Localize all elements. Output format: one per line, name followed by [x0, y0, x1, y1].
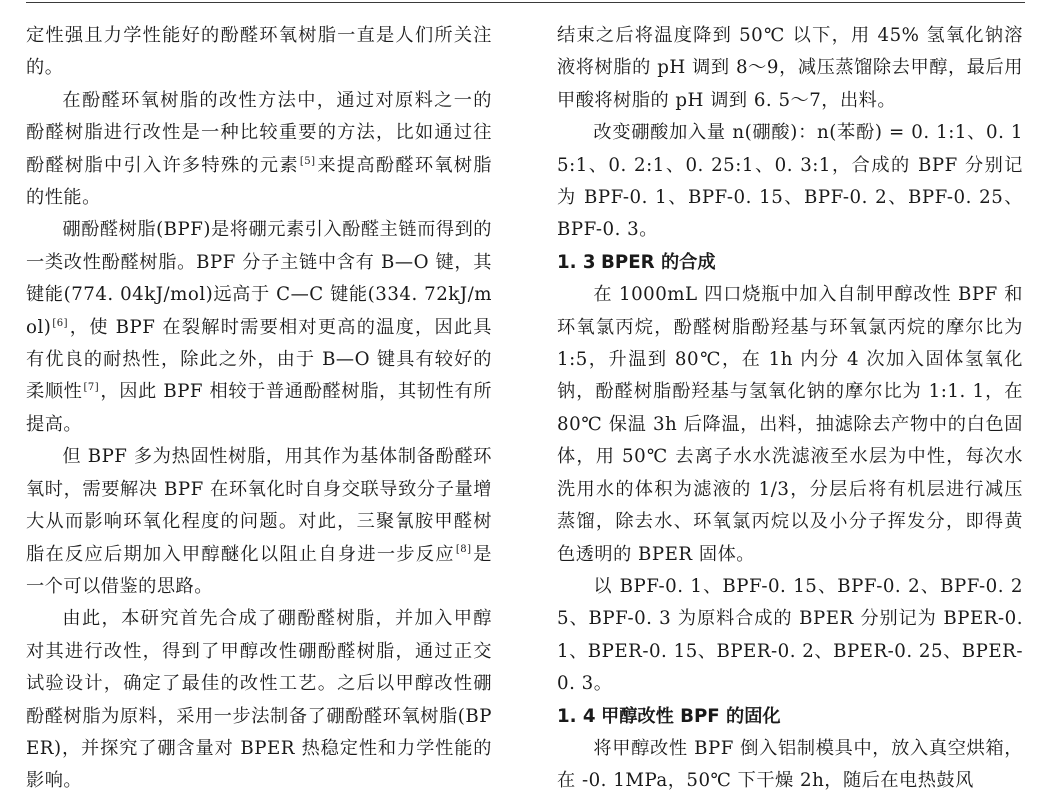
citation-ref: [7] — [83, 382, 100, 394]
section-heading — [557, 247, 1023, 279]
section-title: 甲醇改性 BPF 的固化 — [601, 705, 781, 727]
paragraph: 以 BPF-0. 1、BPF-0. 15、BPF-0. 2、BPF-0. 25、BPF-0. 3 为原料合成的 BPER 分别记为 BPER-0. 1、BPER-0. 15、BPER-0. 2、BPER-0. 25、BPER-0. 3。 — [557, 575, 1023, 695]
text-span: 在酚醛环氧树脂的改性方法中，通过对原料之一的酚醛树脂进行改性是一种比较重要的方法，比如通过往酚醛树脂中引入许多特殊的元素 — [26, 89, 492, 176]
paragraph — [26, 214, 492, 441]
text-span: ，使 BPF 在裂解时需要相对更高的温度，因此具有优良的耐热性，除此之外，由于 B—O 键具有较好的柔顺性 — [26, 316, 492, 403]
section-number: 1. 3 — [557, 251, 596, 273]
paragraph: 在 1000mL 四口烧瓶中加入自制甲醇改性 BPF 和环氧氯丙烷，酚醛树脂酚羟基与环氧氯丙烷的摩尔比为 1:5，升温到 80℃，在 1h 内分 4 次加入固体氢氧化钠，酚醛树脂酚羟基与氢氧化钠的摩尔比为 1:1. 1，在 80℃ 保温 3h 后降温，出料，抽滤除去产物中的白色固体，用 50℃ 去离子水水洗滤液至水层为中性，每次水洗用水的体积为滤液的 1/3，分层后将有机层进行减压蒸馏，除去水、环氧氯丙烷以及小分子挥发分，即得黄色透明的 BPER 固体。 — [557, 284, 1023, 565]
right-column — [557, 20, 1023, 798]
top-rule — [26, 2, 1025, 3]
paragraph — [26, 441, 492, 603]
citation-ref: [8] — [455, 544, 472, 556]
citation-ref: [6] — [52, 317, 69, 329]
paragraph: 将甲醇改性 BPF 倒入铝制模具中，放入真空烘箱，在 -0. 1MPa，50℃ 下干燥 2h，随后在电热鼓风 — [557, 737, 1023, 792]
section-number: 1. 4 — [557, 705, 596, 727]
paragraph: 由此，本研究首先合成了硼酚醛树脂，并加入甲醇对其进行改性，得到了甲醇改性硼酚醛树脂，通过正交试验设计，确定了最佳的改性工艺。之后以甲醇改性硼酚醛树脂为原料，采用一步法制备了硼酚醛环氧树脂(BPER)，并探究了硼含量对 BPER 热稳定性和力学性能的影响。 — [26, 608, 492, 792]
citation-ref: [5] — [299, 155, 316, 167]
paragraph — [26, 85, 492, 215]
paragraph: 改变硼酸加入量 n(硼酸)：n(苯酚) = 0. 1:1、0. 15:1、0. 2:1、0. 25:1、0. 3:1，合成的 BPF 分别记为 BPF-0. 1、BPF-0. 15、BPF-0. 2、BPF-0. 25、BPF-0. 3。 — [557, 122, 1023, 241]
text-span: 但 BPF 多为热固性树脂，用其作为基体制备酚醛环氧时，需要解决 BPF 在环氧化时自身交联导致分子量增大从而影响环氧化程度的问题。对此，三聚氰胺甲醛树脂在反应后期加入甲醇醚化以阻止自身进一步反应 — [26, 446, 492, 565]
left-column — [26, 20, 492, 798]
text-span: 硼酚醛树脂(BPF)是将硼元素引入酚醛主链而得到的一类改性酚醛树脂。BPF 分子主链中含有 B—O 键，其键能(774. 04kJ/mol)远高于 C—C 键能(334. 72kJ/mol) — [26, 219, 492, 338]
paragraph: 结束之后将温度降到 50℃ 以下，用 45% 氢氧化钠溶液将树脂的 pH 调到 8～9，减压蒸馏除去甲醇，最后用甲酸将树脂的 pH 调到 6. 5～7，出料。 — [557, 25, 1023, 111]
section-heading — [557, 701, 1023, 733]
text-span: 来提高酚醛环氧树脂的性能。 — [26, 154, 492, 209]
text-span: 是一个可以借鉴的思路。 — [26, 543, 492, 597]
paragraph: 定性强且力学性能好的酚醛环氧树脂一直是人们所关注的。 — [26, 25, 492, 79]
section-title: BPER 的合成 — [601, 251, 716, 273]
text-span: ，因此 BPF 相较于普通酚醛树脂，其韧性有所提高。 — [26, 381, 492, 435]
